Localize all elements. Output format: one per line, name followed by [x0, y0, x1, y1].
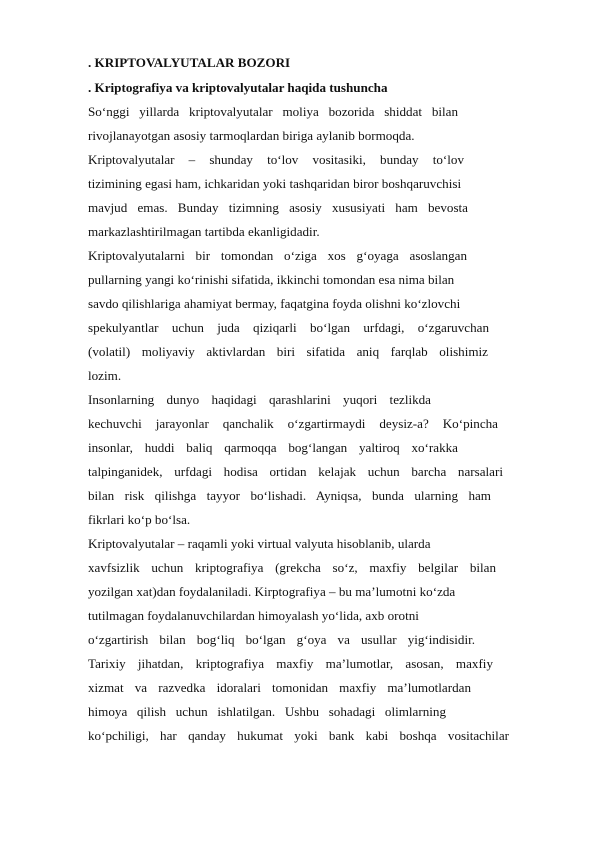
text-line: lozim.	[88, 368, 122, 383]
text-line: mavjud emas. Bunday tizimning asosiy xususiyati ham bevosta	[88, 200, 468, 215]
text-line: rivojlanayotgan asosiy tarmoqlardan biriga aylanib bormoqda.	[88, 128, 415, 143]
text-line: spekulyantlar uchun juda qiziqarli bo‘lgan urfdagi, o‘zgaruvchan	[88, 320, 489, 335]
text-line: Tarixiy jihatdan, kriptografiya maxfiy ma’lumotlar, asosan, maxfiy	[88, 656, 493, 671]
text-line: So‘nggi yillarda kriptovalyutalar moliya bozorida shiddat bilan	[88, 104, 458, 119]
text-line: insonlar, huddi baliq qarmoqqa bog‘langan yaltiroq xo‘rakka	[88, 440, 458, 455]
section-subheading: . Kriptografiya va kriptovalyutalar haqida tushuncha	[88, 80, 388, 95]
text-line: (volatil) moliyaviy aktivlardan biri sifatida aniq farqlab olishimiz	[88, 344, 488, 359]
text-line: Kriptovalyutalarni bir tomondan o‘ziga xos g‘oyaga asoslangan	[88, 248, 467, 263]
text-line: xavfsizlik uchun kriptografiya (grekcha so‘z, maxfiy belgilar bilan	[88, 560, 496, 575]
section-heading: . KRIPTOVALYUTALAR BOZORI	[88, 55, 291, 70]
text-line: himoya qilish uchun ishlatilgan. Ushbu sohadagi olimlarning	[88, 704, 446, 719]
text-line: fikrlari ko‘p bo‘lsa.	[88, 512, 191, 527]
text-line: savdo qilishlariga ahamiyat bermay, faqatgina foyda olishni ko‘zlovchi	[88, 296, 461, 311]
text-line: markazlashtirilmagan tartibda ekanligidadir.	[88, 224, 320, 239]
text-line: kechuvchi jarayonlar qanchalik o‘zgartirmaydi deysiz-a? Ko‘pincha	[88, 416, 498, 431]
text-line: talpinganidek, urfdagi hodisa ortidan kelajak uchun barcha narsalari	[88, 464, 503, 479]
text-line: ko‘pchiligi, har qanday hukumat yoki bank kabi boshqa vositachilar	[88, 728, 509, 743]
text-line: pullarning yangi ko‘rinishi sifatida, ikkinchi tomondan esa nima bilan	[88, 272, 455, 287]
text-line: bilan risk qilishga tayyor bo‘lishadi. Ayniqsa, bunda ularning ham	[88, 488, 491, 503]
text-line: tizimining egasi ham, ichkaridan yoki tashqaridan biror boshqaruvchisi	[88, 176, 462, 191]
text-line: Kriptovalyutalar – shunday to‘lov vositasiki, bunday to‘lov	[88, 152, 464, 167]
text-line: yozilgan xat)dan foydalaniladi. Kirptografiya – bu ma’lumotni ko‘zda	[88, 584, 456, 599]
text-line: Kriptovalyutalar – raqamli yoki virtual valyuta hisoblanib, ularda	[88, 536, 431, 551]
text-line: xizmat va razvedka idoralari tomonidan maxfiy ma’lumotlardan	[88, 680, 471, 695]
text-line: o‘zgartirish bilan bog‘liq bo‘lgan g‘oya va usullar yig‘indisidir.	[88, 632, 475, 647]
text-line: tutilmagan foydalanuvchilardan himoyalash yo‘lida, axb orotni	[88, 608, 419, 623]
text-line: Insonlarning dunyo haqidagi qarashlarini yuqori tezlikda	[88, 392, 431, 407]
